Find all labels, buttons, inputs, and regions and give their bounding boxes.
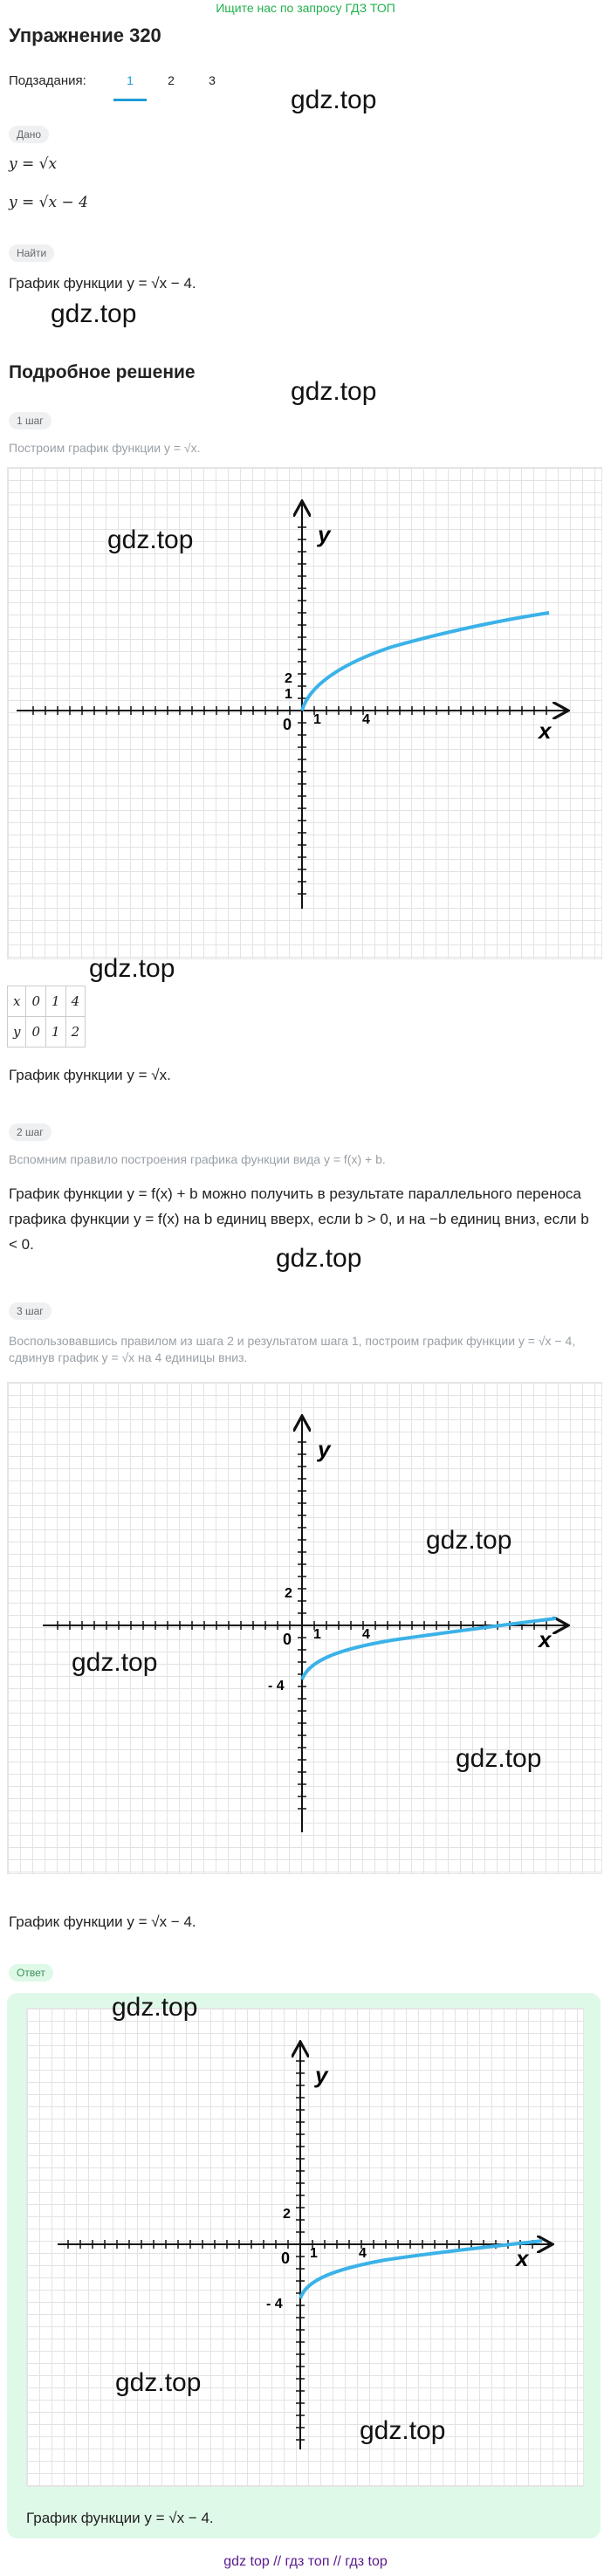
watermark: gdz.top: [89, 954, 175, 983]
step1-caption: График функции y = √x.: [9, 1067, 171, 1083]
table-row: [8, 1017, 86, 1048]
top-banner[interactable]: Ищите нас по запросу ГДЗ ТОП: [216, 1, 395, 15]
solution-title: Подробное решение: [9, 362, 196, 382]
watermark: gdz.top: [456, 1744, 542, 1773]
table-cell: 2: [65, 1017, 86, 1048]
values-table: [7, 986, 86, 1048]
tick-label-origin: 0: [283, 716, 292, 733]
table-cell: y: [8, 1017, 26, 1048]
page-title: Упражнение 320: [9, 24, 161, 46]
step1-intro: Построим график функции y = √x.: [9, 441, 201, 455]
tick-label-y-2: 2: [285, 671, 292, 686]
watermark: gdz.top: [51, 299, 137, 328]
watermark: gdz.top: [291, 377, 377, 406]
given-pill: Дано: [9, 126, 49, 143]
step3-pill: 3 шаг: [9, 1302, 51, 1320]
tick-label-x-1: 1: [310, 2246, 318, 2261]
watermark: gdz.top: [426, 1526, 512, 1555]
tick-label-x-1: 1: [313, 712, 321, 727]
table-cell: 0: [26, 1017, 46, 1048]
curve-answer: [300, 2241, 542, 2298]
x-axis-label: x: [539, 718, 552, 744]
tick-label-x-4: 4: [359, 2246, 367, 2261]
x-axis-label: x: [539, 1626, 552, 1652]
answer-pill: Ответ: [9, 1964, 53, 1982]
watermark: gdz.top: [112, 1993, 198, 2022]
tab-subtask-3[interactable]: 3: [209, 73, 216, 87]
tick-label-origin: 0: [283, 1631, 292, 1648]
x-axis-label: x: [516, 2245, 529, 2271]
step1-pill: 1 шаг: [9, 412, 51, 429]
graph-svg: [27, 2009, 583, 2486]
active-tab-indicator: [113, 99, 147, 101]
find-text: График функции y = √x − 4.: [9, 275, 196, 292]
tick-label-y-1: 1: [285, 687, 292, 702]
find-pill: Найти: [9, 244, 54, 262]
answer-caption: График функции y = √x − 4.: [26, 2510, 214, 2526]
table-row: [8, 986, 86, 1017]
answer-graph: [26, 2008, 584, 2487]
table-cell: 1: [46, 986, 66, 1017]
tick-label-x-4: 4: [362, 1627, 370, 1642]
tick-label-y-2: 2: [285, 1586, 292, 1601]
watermark: gdz.top: [72, 1648, 158, 1677]
watermark: gdz.top: [276, 1244, 362, 1273]
table-cell: 1: [46, 1017, 66, 1048]
curve-sqrt-x-minus-4: [302, 1618, 556, 1680]
footer-links[interactable]: gdz top // гдз топ // гдз top: [223, 2554, 388, 2569]
tab-subtask-2[interactable]: 2: [168, 73, 175, 87]
tick-label-x-1: 1: [313, 1627, 321, 1642]
table-cell: x: [8, 986, 26, 1017]
table-cell: 0: [26, 986, 46, 1017]
table-cell: 4: [65, 986, 86, 1017]
step3-intro: Воспользовавшись правилом из шага 2 и результатом шага 1, построим график функции y = √x − 4, сдвинув график y = √x на 4 единицы вниз.: [9, 1334, 576, 1364]
tick-label-origin: 0: [281, 2250, 291, 2267]
watermark: gdz.top: [115, 2368, 202, 2397]
graph-svg: [8, 1383, 601, 1873]
y-axis-label: y: [318, 521, 331, 547]
watermark: gdz.top: [360, 2416, 446, 2445]
tick-label-y-minus-4: - 4: [266, 2297, 283, 2312]
y-axis-label: y: [318, 1436, 331, 1462]
step3-caption: График функции y = √x − 4.: [9, 1913, 196, 1930]
tab-subtask-1[interactable]: 1: [127, 73, 134, 87]
watermark: gdz.top: [107, 526, 194, 554]
tick-label-y-minus-4: - 4: [268, 1679, 285, 1693]
graph-sqrt-x-minus-4: [7, 1382, 602, 1874]
step2-pill: 2 шаг: [9, 1123, 51, 1141]
curve-sqrt-x: [302, 613, 549, 711]
tick-label-y-2: 2: [283, 2207, 291, 2222]
watermark: gdz.top: [291, 86, 377, 114]
graph-sqrt-x: [7, 467, 602, 959]
given-line-2: y = √x − 4: [9, 194, 88, 211]
subtasks-label: Подзадания:: [9, 73, 86, 88]
step2-intro: Вспомним правило построения графика функции вида y = f(x) + b.: [9, 1152, 386, 1166]
y-axis-label: y: [315, 2062, 328, 2088]
graph-svg: [8, 468, 601, 958]
given-line-1: y = √x: [9, 155, 58, 173]
step2-body: График функции y = f(x) + b можно получить в результате параллельного переноса графика функции y = f(x) на b единиц вверх, если b > 0, и на −b единиц вниз, если b < 0.: [9, 1185, 589, 1253]
tick-label-x-4: 4: [362, 712, 370, 727]
